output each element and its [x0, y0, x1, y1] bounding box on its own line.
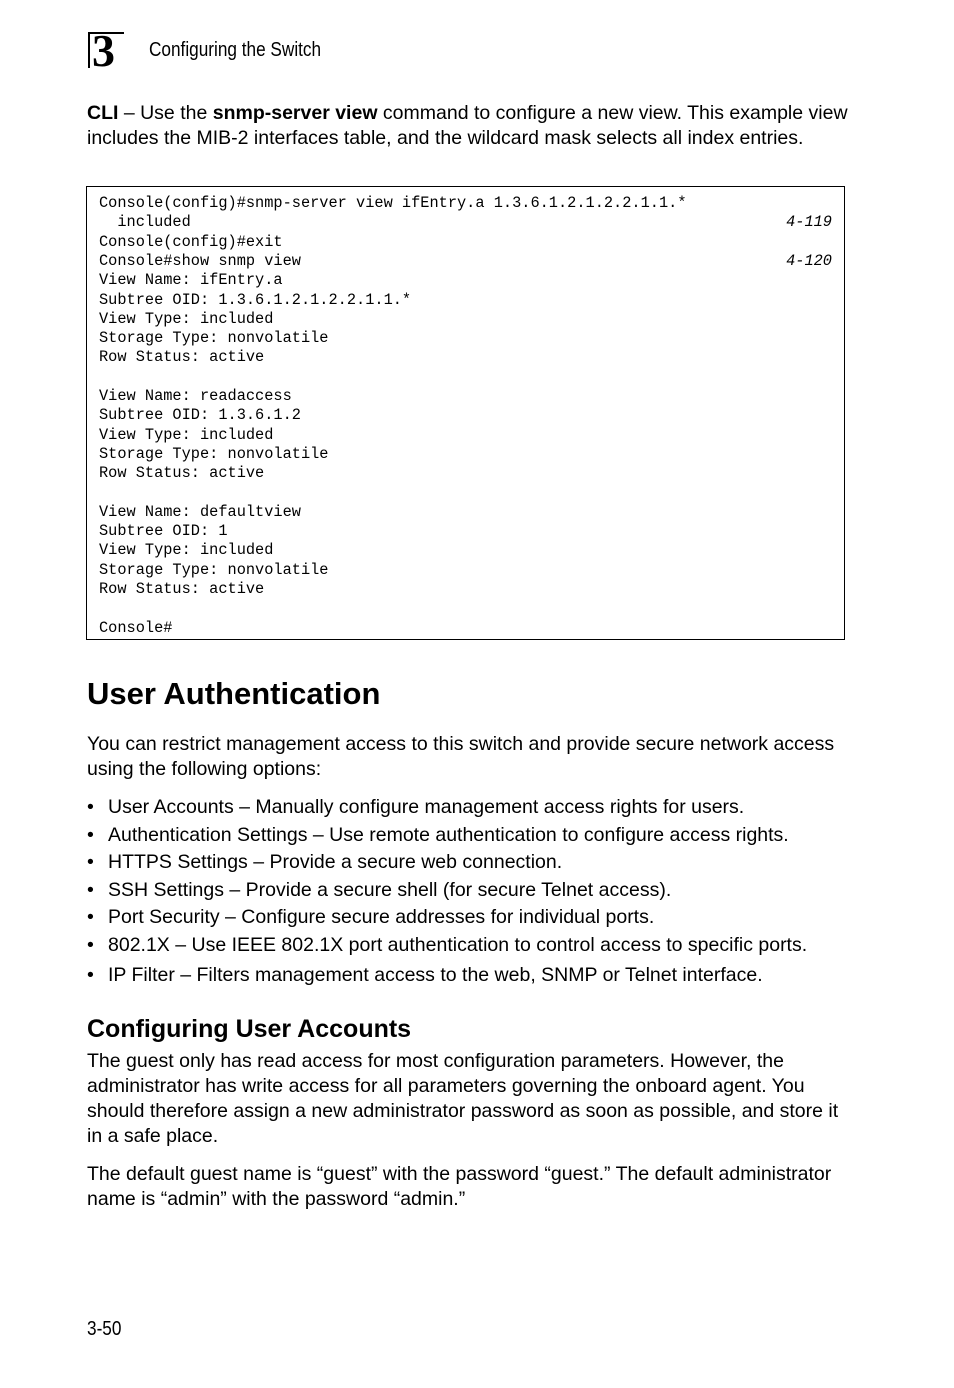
code-line: Storage Type: nonvolatile [99, 444, 329, 463]
cli-text-b: command to configure a new view. This example view includes the MIB-2 interfaces table, and the wildcard mask selects all index entries. [87, 102, 848, 149]
cli-text-a: – Use the [118, 102, 213, 124]
code-line: Console#show snmp view [99, 251, 301, 270]
code-line: Storage Type: nonvolatile [99, 329, 329, 348]
subsection-paragraph-2: The default guest name is “guest” with the password “guest.” The default administrator name is “admin” with the password “admin.” [87, 1163, 832, 1210]
code-example-box [86, 186, 845, 640]
bullet-marker: • [87, 906, 94, 928]
list-item-text: IP Filter – Filters management access to the web, SNMP or Telnet interface. [108, 964, 763, 986]
code-line: Row Status: active [99, 348, 265, 367]
code-line: Row Status: active [99, 580, 265, 598]
subsection-paragraph-1: The guest only has read access for most configuration parameters. However, the administrator has write access for all parameters governing the onboard agent. You should therefore assign a new administrator password as soon as possible, and store it in a safe place. [87, 1050, 839, 1147]
code-line: View Name: readaccess [99, 387, 292, 405]
list-item-text: HTTPS Settings – Provide a secure web connection. [108, 851, 563, 873]
code-line: Console(config)#snmp-server view ifEntry.a 1.3.6.1.2.1.2.2.1.1.* [99, 194, 687, 212]
chapter-number: 3 [92, 25, 114, 76]
bullet-marker: • [87, 851, 94, 873]
bullet-marker: • [87, 964, 94, 986]
cli-intro-paragraph [87, 101, 857, 151]
code-line: View Type: included [99, 425, 274, 444]
running-header: Configuring the Switch [149, 39, 322, 61]
page-number: 3-50 [87, 1318, 122, 1340]
code-line: Subtree OID: 1 [99, 522, 228, 541]
list-item-text: SSH Settings – Provide a secure shell (for secure Telnet access). [108, 879, 672, 901]
bullet-marker: • [87, 879, 94, 901]
cli-label: CLI [87, 102, 119, 124]
subsection-heading: Configuring User Accounts [87, 1015, 412, 1043]
code-line: Subtree OID: 1.3.6.1.2.1.2.2.1.1.* [99, 290, 412, 309]
list-item-text: Authentication Settings – Use remote authentication to configure access rights. [108, 823, 789, 846]
code-line: Console# [99, 618, 173, 637]
code-line: Storage Type: nonvolatile [99, 560, 329, 579]
list-item-text: Port Security – Configure secure addresses for individual ports. [108, 906, 655, 928]
bullet-marker: • [87, 796, 94, 818]
code-line: View Name: defaultview [99, 502, 301, 521]
list-item-text: 802.1X – Use IEEE 802.1X port authentication to control access to specific ports. [108, 934, 808, 956]
code-line: View Type: included [99, 541, 274, 560]
code-line: View Type: included [99, 309, 274, 328]
code-line: View Name: ifEntry.a [99, 271, 283, 290]
code-line: Row Status: active [99, 464, 265, 483]
code-reference: 4-120 [786, 251, 832, 270]
code-line: included [99, 213, 191, 232]
code-reference: 4-119 [786, 213, 832, 232]
bullet-marker: • [87, 823, 94, 846]
code-line: Subtree OID: 1.3.6.1.2 [99, 406, 301, 425]
code-line: Console(config)#exit [99, 232, 283, 251]
section-intro: You can restrict management access to this switch and provide secure network access using the following options: [87, 733, 835, 780]
cli-command: snmp-server view [212, 102, 378, 124]
list-item-text: User Accounts – Manually configure management access rights for users. [108, 796, 745, 818]
section-heading: User Authentication [87, 676, 381, 711]
bullet-marker: • [87, 934, 94, 956]
